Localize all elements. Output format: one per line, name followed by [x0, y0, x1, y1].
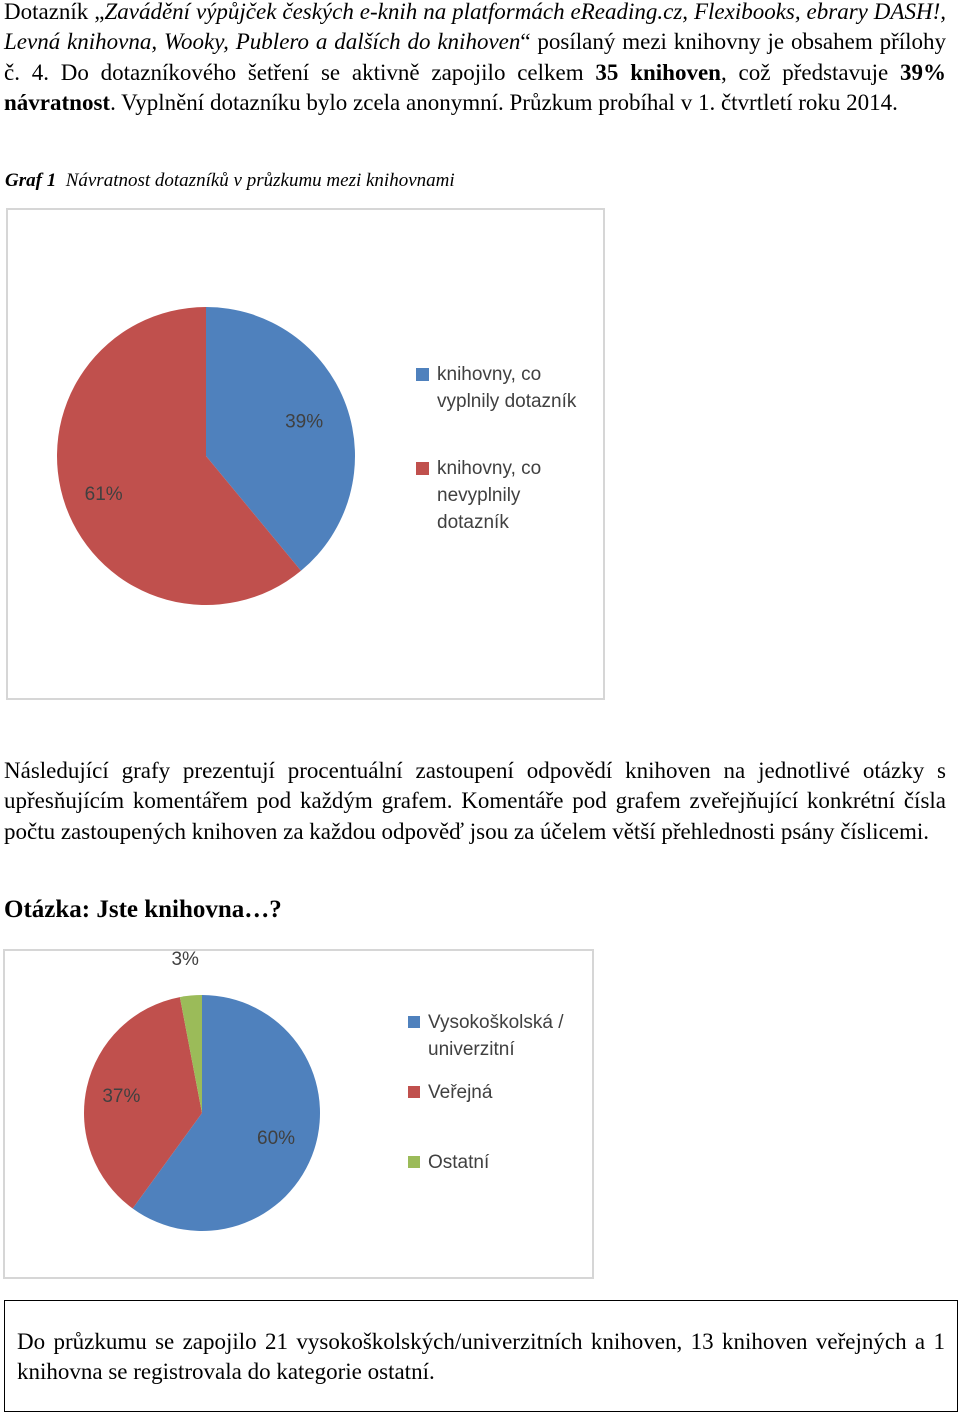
pie-data-label: 37%: [102, 1085, 141, 1107]
intro-paragraph: [4, 0, 946, 119]
legend-swatch: [408, 1016, 420, 1028]
legend-label: vyplnily dotazník: [437, 391, 577, 412]
return-rate-chart: [6, 208, 605, 700]
comment-box: [4, 1300, 958, 1412]
legend-swatch: [416, 462, 429, 475]
pie-data-label: 3%: [171, 951, 199, 970]
legend-label: nevyplnily: [437, 485, 521, 506]
library-type-chart: [3, 949, 594, 1279]
questionnaire-title: Zavádění výpůjček českých e-knih na platformách eReading.cz, Flexibooks, ebrary DASH!, Levná knihovna, Wooky, Publero a dalších do knihoven: [4, 0, 946, 55]
legend-swatch: [408, 1086, 420, 1098]
comment-text: Do průzkumu se zapojilo 21 vysokoškolských/univerzitních knihoven, 13 knihoven veřejných a 1 knihovna se registrovala do kategorie ostatní.: [17, 1329, 945, 1385]
charts-intro-paragraph: Následující grafy prezentují procentuální zastoupení odpovědí knihoven na jednotlivé otázky s upřesňujícím komentářem pod každým grafem. Komentáře pod grafem zveřejňující konkrétní čísla počtu zastoupených knihoven za každou odpověď jsou za účelem větší přehlednosti psány číslicemi.: [4, 758, 946, 844]
pie-data-label: 39%: [285, 411, 324, 433]
legend-label: Veřejná: [428, 1082, 493, 1103]
intro-text: , což představuje: [720, 59, 900, 85]
intro-text: “ posílaný mezi knihovny je obsahem přílohy č. 4. Do dotazníkového šetření se aktivně zapojilo celkem: [4, 29, 947, 85]
legend-label: univerzitní: [428, 1039, 515, 1060]
chart-caption: [5, 170, 455, 192]
question-heading: Otázka: Jste knihovna…?: [4, 896, 282, 923]
legend-label: dotazník: [437, 512, 509, 533]
library-count: 35 knihoven: [595, 59, 721, 85]
legend-label: Vysokoškolská /: [428, 1012, 564, 1033]
return-rate-pie: [8, 210, 607, 702]
intro-text: Dotazník „: [4, 0, 105, 24]
pie-data-label: 60%: [257, 1128, 296, 1150]
intro-text: . Vyplnění dotazníku bylo zcela anonymní. Průzkum probíhal v 1. čtvrtletí roku 2014.: [110, 90, 898, 116]
legend-swatch: [408, 1156, 420, 1168]
return-rate: 39% návratnost: [4, 59, 946, 116]
legend-label: knihovny, co: [437, 364, 542, 385]
legend-label: Ostatní: [428, 1152, 490, 1173]
caption-label: Graf 1: [5, 170, 57, 191]
library-type-pie: [5, 951, 596, 1281]
legend-label: knihovny, co: [437, 458, 542, 479]
caption-text: Návratnost dotazníků v průzkumu mezi knihovnami: [65, 170, 455, 191]
legend-swatch: [416, 368, 429, 381]
pie-data-label: 61%: [84, 483, 123, 505]
